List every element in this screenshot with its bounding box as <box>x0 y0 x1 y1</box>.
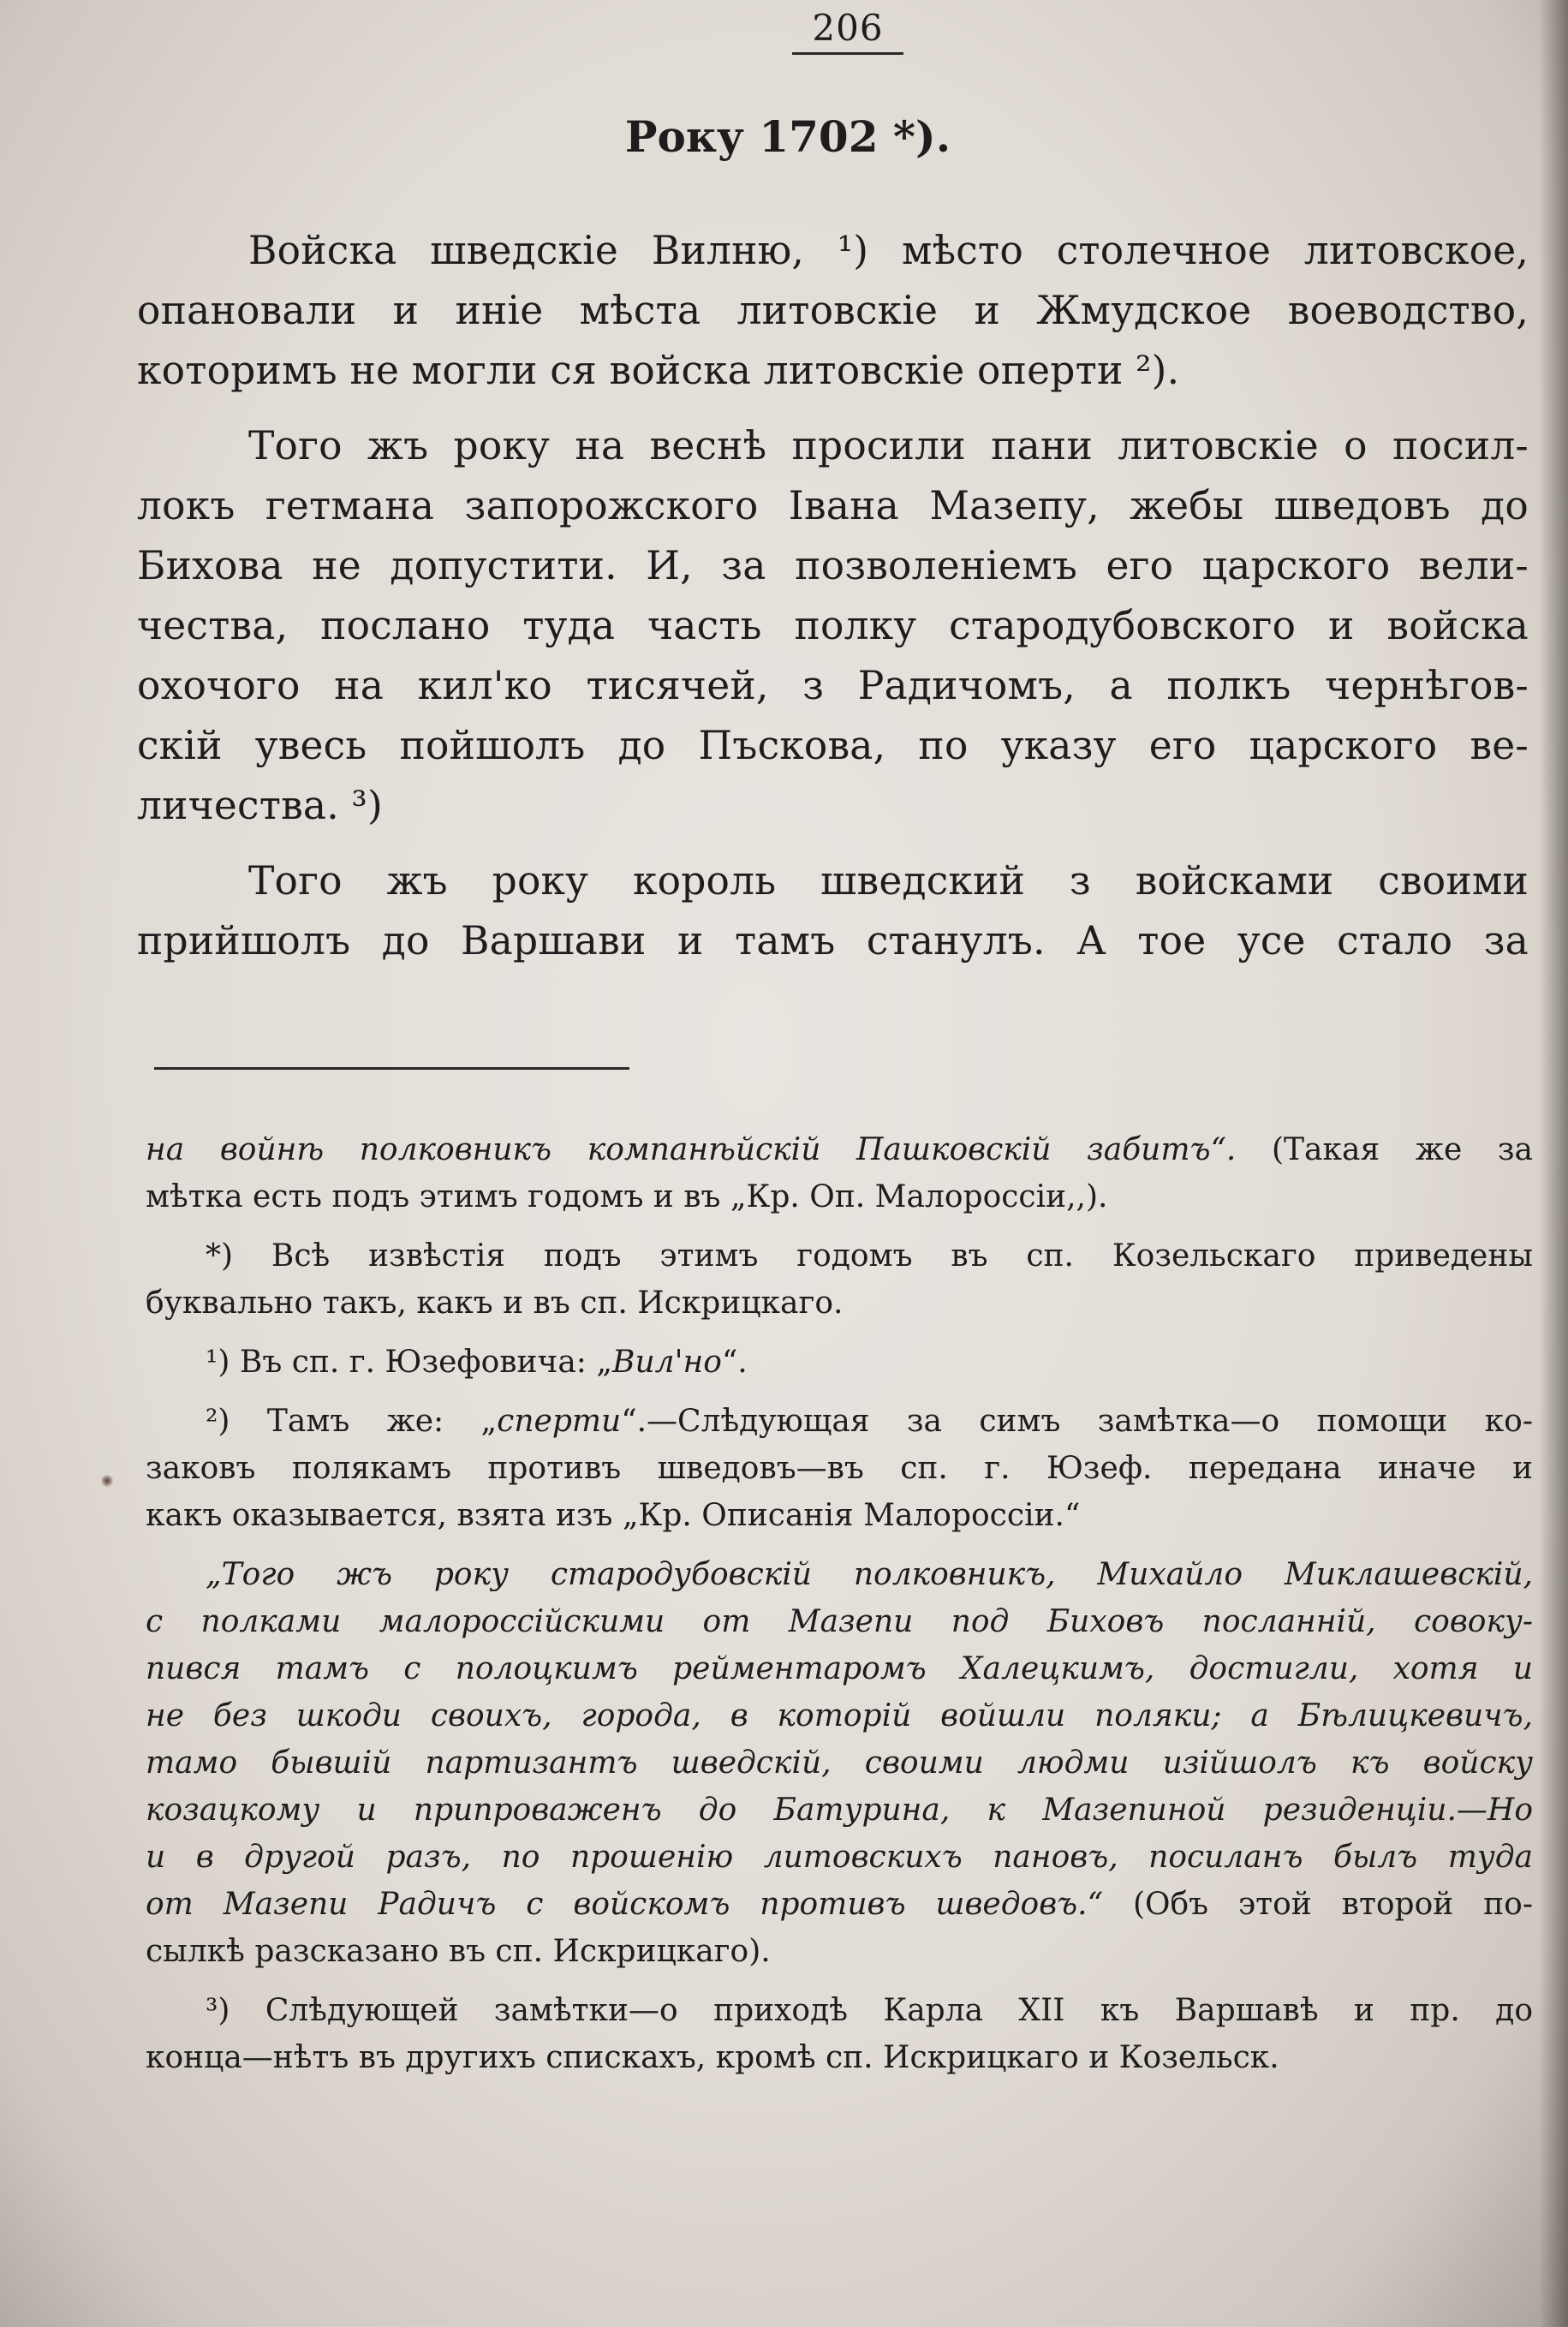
text-line: которимъ не могли ся войска литовскіе оперти ²). <box>137 348 1180 393</box>
text-segment: какъ оказывается, взята изъ „Кр. Описанія Малороссіи.“ <box>146 1498 1081 1533</box>
text-segment: мѣтка есть подъ этимъ годомъ и въ „Кр. Оп. Малороссіи,,). <box>146 1179 1108 1214</box>
footnote-line <box>146 1928 1533 1975</box>
footnote-rule <box>154 1067 629 1070</box>
ink-spot <box>101 1475 113 1487</box>
text-line: личества. ³) <box>137 783 383 828</box>
main-text <box>137 221 1529 971</box>
text-line: Войска шведскіе Вилню, ¹) мѣсто столечное литовское, <box>248 228 1529 273</box>
footnote-line <box>146 1987 1533 2034</box>
footnote-line <box>146 1834 1533 1881</box>
footnote-line <box>146 1492 1533 1539</box>
text-line: опановали и иніе мѣста литовскіе и Жмудское воеводство, <box>137 288 1529 333</box>
page-edge-shadow <box>1539 0 1568 2327</box>
footnote-line <box>146 1173 1533 1220</box>
text-segment: (Такая же за <box>1236 1132 1533 1167</box>
italic-segment: „Того жъ року стародубовскій полковникъ, Михайло Миклашевскій, <box>206 1557 1533 1592</box>
footnote-line <box>146 1280 1533 1327</box>
footnote-line <box>146 1398 1533 1445</box>
page-number: 206 <box>792 7 903 55</box>
text-line: Бихова не допустити. И, за позволеніемъ его царского вели- <box>137 543 1529 588</box>
footnote-line <box>146 1692 1533 1739</box>
text-line: Того жъ року на веснѣ просили пани литовскіе о посил- <box>248 423 1529 468</box>
text-line: скій увесь пойшолъ до Пъскова, по указу его царского ве- <box>137 723 1529 768</box>
italic-segment: на войнѣ полковникъ компанѣйскій Пашковскій забитъ“. <box>146 1132 1237 1167</box>
text-segment: ³) Слѣдующей замѣтки—о приходѣ Карла XII къ Варшавѣ и пр. до <box>206 1993 1533 2028</box>
text-segment: сылкѣ разсказано въ сп. Искрицкаго). <box>146 1934 771 1969</box>
footnote-line <box>146 1645 1533 1692</box>
text-line: Того жъ року король шведский з войсками своими <box>248 858 1529 904</box>
italic-segment: и в другой разъ, по прошенію литовскихъ пановъ, посиланъ былъ туда <box>146 1840 1533 1875</box>
text-segment: буквально такъ, какъ и въ сп. Искрицкаго. <box>146 1286 844 1321</box>
italic-segment: сперти <box>497 1404 622 1439</box>
footnote-line <box>146 1232 1533 1280</box>
footnote-line <box>146 2034 1533 2081</box>
text-segment: заковъ полякамъ противъ шведовъ—въ сп. г. Юзеф. передана иначе и <box>146 1451 1533 1486</box>
text-segment: “. <box>721 1345 748 1380</box>
footnote-line <box>146 1551 1533 1598</box>
footnotes <box>146 1126 1533 2081</box>
footnote-line <box>146 1739 1533 1787</box>
italic-segment: Вил'но <box>612 1345 722 1380</box>
footnote-line <box>146 1445 1533 1492</box>
text-line: охочого на кил'ко тисячей, з Радичомъ, а полкъ чернѣгов- <box>137 663 1529 708</box>
text-line: локъ гетмана запорожского Івана Мазепу, жебы шведовъ до <box>137 483 1529 528</box>
text-line: прийшолъ до Варшави и тамъ станулъ. А тое усе стало за <box>137 918 1529 964</box>
footnote-line <box>146 1881 1533 1928</box>
footnote-line <box>146 1339 1533 1386</box>
text-line: чества, послано туда часть полку стародубовского и войска <box>137 603 1529 648</box>
text-segment: ¹) Въ сп. г. Юзефовича: „ <box>206 1345 613 1380</box>
section-heading: Року 1702 *). <box>624 111 951 162</box>
text-segment: ²) Тамъ же: „ <box>206 1404 498 1439</box>
footnote-line <box>146 1787 1533 1834</box>
italic-segment: от Мазепи Радичъ с войскомъ противъ шведовъ.“ <box>146 1887 1104 1922</box>
footnote-line <box>146 1598 1533 1645</box>
italic-segment: тамо бывшій партизантъ шведскій, своими людми изійшолъ къ войску <box>146 1745 1533 1781</box>
text-segment: конца—нѣтъ въ другихъ спискахъ, кромѣ сп. Искрицкаго и Козельск. <box>146 2040 1279 2075</box>
text-segment: “.—Слѣдующая за симъ замѣтка—о помощи ко- <box>621 1404 1533 1439</box>
italic-segment: пився тамъ с полоцкимъ рейментаромъ Халецкимъ, достигли, хотя и <box>146 1651 1533 1686</box>
text-segment: (Объ этой второй по- <box>1103 1887 1533 1922</box>
text-segment: *) Всѣ извѣстія подъ этимъ годомъ въ сп. Козельскаго приведены <box>206 1238 1533 1274</box>
italic-segment: не без шкоди своихъ, города, в которій войшли поляки; а Бѣлицкевичъ, <box>146 1698 1533 1733</box>
italic-segment: с полками малороссійскими от Мазепи под Биховъ посланній, совоку- <box>146 1604 1533 1639</box>
italic-segment: козацкому и припроваженъ до Батурина, к Мазепиной резиденціи.—Но <box>146 1793 1533 1828</box>
footnote-line <box>146 1126 1533 1173</box>
